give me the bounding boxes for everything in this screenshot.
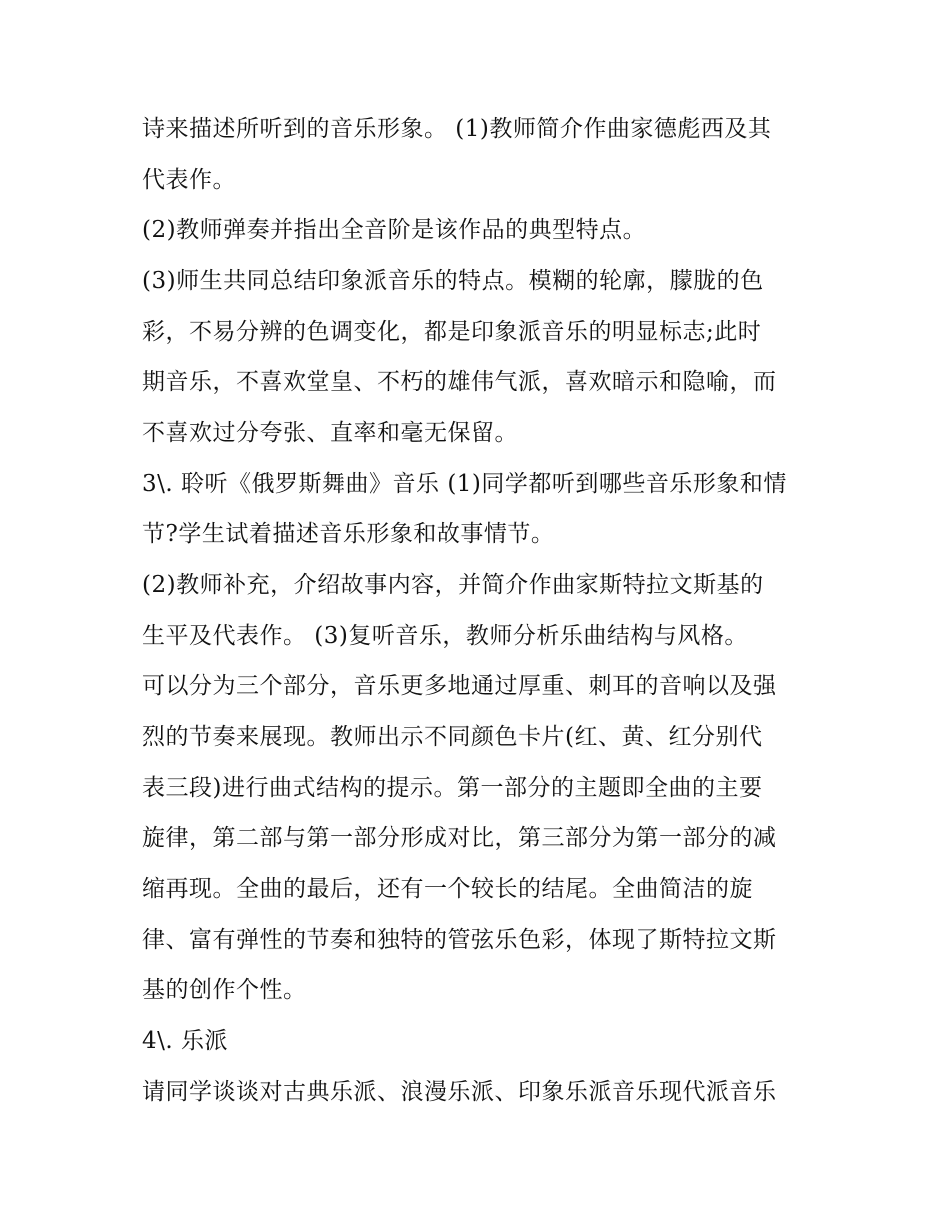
text-line: (2)教师弹奏并指出全音阶是该作品的典型特点。 <box>142 217 647 243</box>
text-line: 烈的节奏来展现。教师出示不同颜色卡片(红、黄、红分别代 <box>142 724 763 750</box>
text-line: 基的创作个性。 <box>142 977 307 1003</box>
text-line: 缩再现。全曲的最后，还有一个较长的结尾。全曲简洁的旋 <box>142 876 753 902</box>
text-line: 生平及代表作。 (3)复听音乐，教师分析乐曲结构与风格。 <box>142 623 748 649</box>
text-line: 代表作。 <box>142 167 236 193</box>
text-line: 可以分为三个部分，音乐更多地通过厚重、刺耳的音响以及强 <box>142 673 777 699</box>
text-line: 3\. 聆听《俄罗斯舞曲》音乐 (1)同学都听到哪些音乐形象和情 <box>142 471 787 497</box>
text-line: 期音乐，不喜欢堂皇、不朽的雄伟气派，喜欢暗示和隐喻，而 <box>142 369 777 395</box>
text-line: 诗来描述所听到的音乐形象。 (1)教师简介作曲家德彪西及其 <box>142 116 772 142</box>
text-line: (2)教师补充，介绍故事内容，并简介作曲家斯特拉文斯基的 <box>142 572 764 598</box>
text-line: 节?学生试着描述音乐形象和故事情节。 <box>142 521 555 547</box>
text-line: 律、富有弹性的节奏和独特的管弦乐色彩，体现了斯特拉文斯 <box>142 927 777 953</box>
text-line: 请同学谈谈对古典乐派、浪漫乐派、印象乐派音乐现代派音乐 <box>142 1079 777 1105</box>
text-line: 表三段)进行曲式结构的提示。第一部分的主题即全曲的主要 <box>142 775 763 801</box>
text-line: 不喜欢过分夸张、直率和毫无保留。 <box>142 420 518 446</box>
text-line: 旋律，第二部与第一部分形成对比，第三部分为第一部分的减 <box>142 825 777 851</box>
text-line: 彩，不易分辨的色调变化，都是印象派音乐的明显标志;此时 <box>142 319 762 345</box>
section-heading: 4\. 乐派 <box>142 1028 229 1054</box>
text-line: (3)师生共同总结印象派音乐的特点。模糊的轮廓，朦胧的色 <box>142 268 764 294</box>
